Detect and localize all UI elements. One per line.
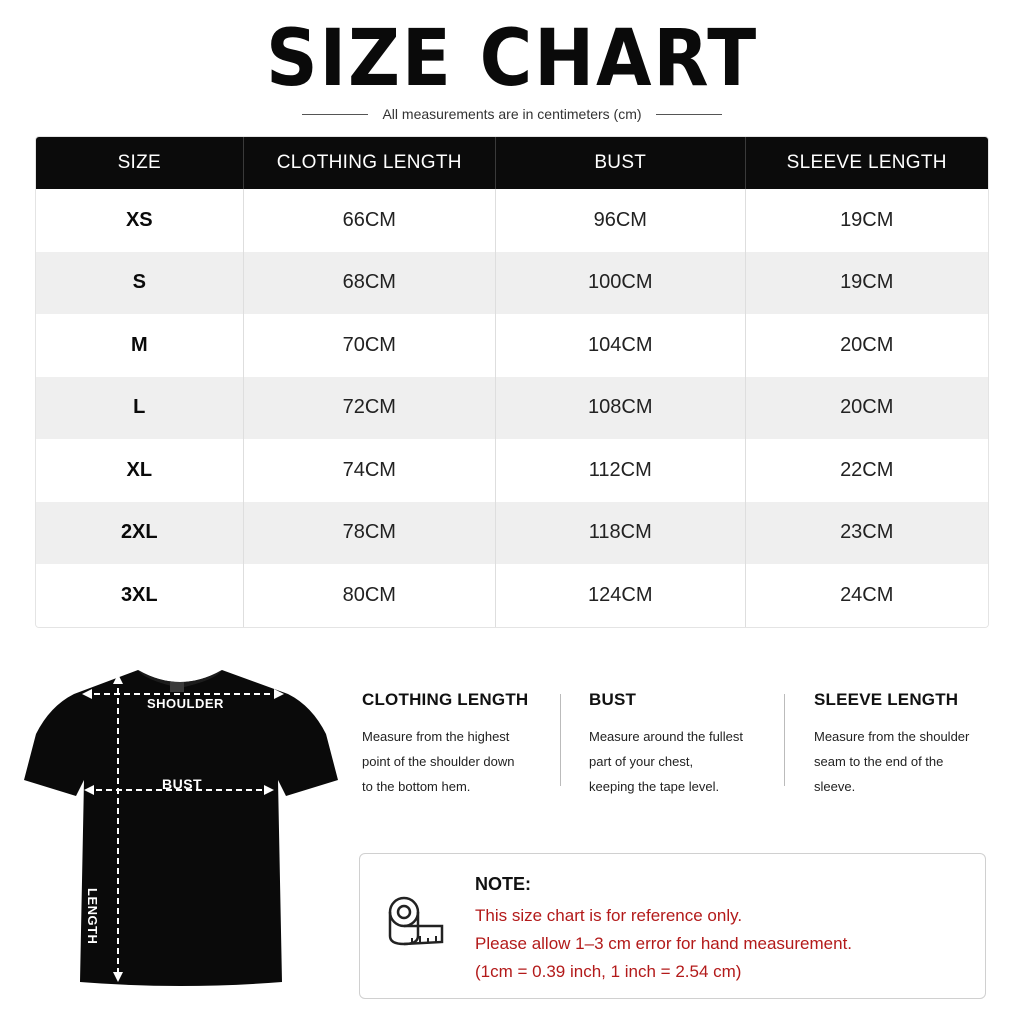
bust-cell: 104CM xyxy=(496,314,745,377)
info-clothing-length xyxy=(362,690,542,799)
length-cell: 78CM xyxy=(244,502,496,565)
bust-cell: 118CM xyxy=(496,502,745,565)
length-cell: 74CM xyxy=(244,439,496,502)
table-row xyxy=(36,564,988,627)
subtitle-row xyxy=(0,106,1024,122)
size-cell: M xyxy=(36,314,244,377)
note-title: NOTE: xyxy=(475,874,531,894)
info-line: keeping the tape level. xyxy=(589,779,720,794)
info-line: point of the shoulder down xyxy=(362,754,515,769)
sleeve-cell: 24CM xyxy=(840,583,894,606)
size-cell: 2XL xyxy=(36,502,244,565)
table-body xyxy=(36,189,988,627)
length-cell: 80CM xyxy=(244,564,496,627)
table-header xyxy=(36,137,988,189)
note-line: This size chart is for reference only. xyxy=(475,906,743,925)
note-box xyxy=(359,853,986,999)
table-row xyxy=(36,377,988,440)
sleeve-cell: 22CM xyxy=(840,458,894,481)
bust-label: BUST xyxy=(162,776,203,792)
page-title: SIZE CHART xyxy=(265,14,759,104)
length-cell: 66CM xyxy=(244,189,496,252)
bust-cell: 100CM xyxy=(496,252,745,315)
subtitle-rule-left xyxy=(302,114,368,115)
sleeve-cell: 20CM xyxy=(840,396,894,419)
info-line: Measure around the fullest xyxy=(589,729,743,744)
sleeve-cell: 23CM xyxy=(840,521,894,544)
info-line: Measure from the highest xyxy=(362,729,510,744)
table-row xyxy=(36,189,988,252)
note-line: (1cm = 0.39 inch, 1 inch = 2.54 cm) xyxy=(475,962,742,981)
info-divider xyxy=(784,694,785,786)
subtitle: All measurements are in centimeters (cm) xyxy=(382,106,642,122)
table-row xyxy=(36,252,988,315)
bust-cell: 96CM xyxy=(496,189,745,252)
info-line: Measure from the shoulder xyxy=(814,729,970,744)
header-size: SIZE xyxy=(36,137,244,189)
note-line: Please allow 1–3 cm error for hand measurement. xyxy=(475,934,853,953)
sleeve-cell: 20CM xyxy=(840,333,894,356)
tshirt-diagram xyxy=(20,660,340,990)
info-line: seam to the end of the xyxy=(814,754,944,769)
sleeve-cell: 19CM xyxy=(840,208,894,231)
info-line: part of your chest, xyxy=(589,754,694,769)
info-line: to the bottom hem. xyxy=(362,779,471,794)
bust-cell: 108CM xyxy=(496,377,745,440)
table-row xyxy=(36,502,988,565)
tape-measure-icon xyxy=(386,892,446,950)
header-sleeve-length: SLEEVE LENGTH xyxy=(786,152,947,173)
subtitle-rule-right xyxy=(656,114,722,115)
size-cell: L xyxy=(36,377,244,440)
bust-cell: 124CM xyxy=(496,564,745,627)
size-table xyxy=(35,136,989,628)
info-sleeve-length xyxy=(814,690,994,799)
info-title: CLOTHING LENGTH xyxy=(362,690,529,709)
info-title: SLEEVE LENGTH xyxy=(814,690,959,709)
shoulder-label: SHOULDER xyxy=(147,696,224,711)
length-cell: 68CM xyxy=(244,252,496,315)
size-cell: XS xyxy=(36,189,244,252)
table-row xyxy=(36,439,988,502)
info-bust xyxy=(589,690,769,799)
bust-cell: 112CM xyxy=(496,439,745,502)
header-clothing-length: CLOTHING LENGTH xyxy=(244,137,496,189)
length-cell: 72CM xyxy=(244,377,496,440)
sleeve-cell: 19CM xyxy=(840,271,894,294)
table-row xyxy=(36,314,988,377)
info-title: BUST xyxy=(589,690,637,709)
length-cell: 70CM xyxy=(244,314,496,377)
info-divider xyxy=(560,694,561,786)
size-cell: S xyxy=(36,252,244,315)
header-bust: BUST xyxy=(496,137,745,189)
size-cell: XL xyxy=(36,439,244,502)
info-line: sleeve. xyxy=(814,779,856,794)
size-cell: 3XL xyxy=(36,564,244,627)
length-label: LENGTH xyxy=(85,888,100,945)
